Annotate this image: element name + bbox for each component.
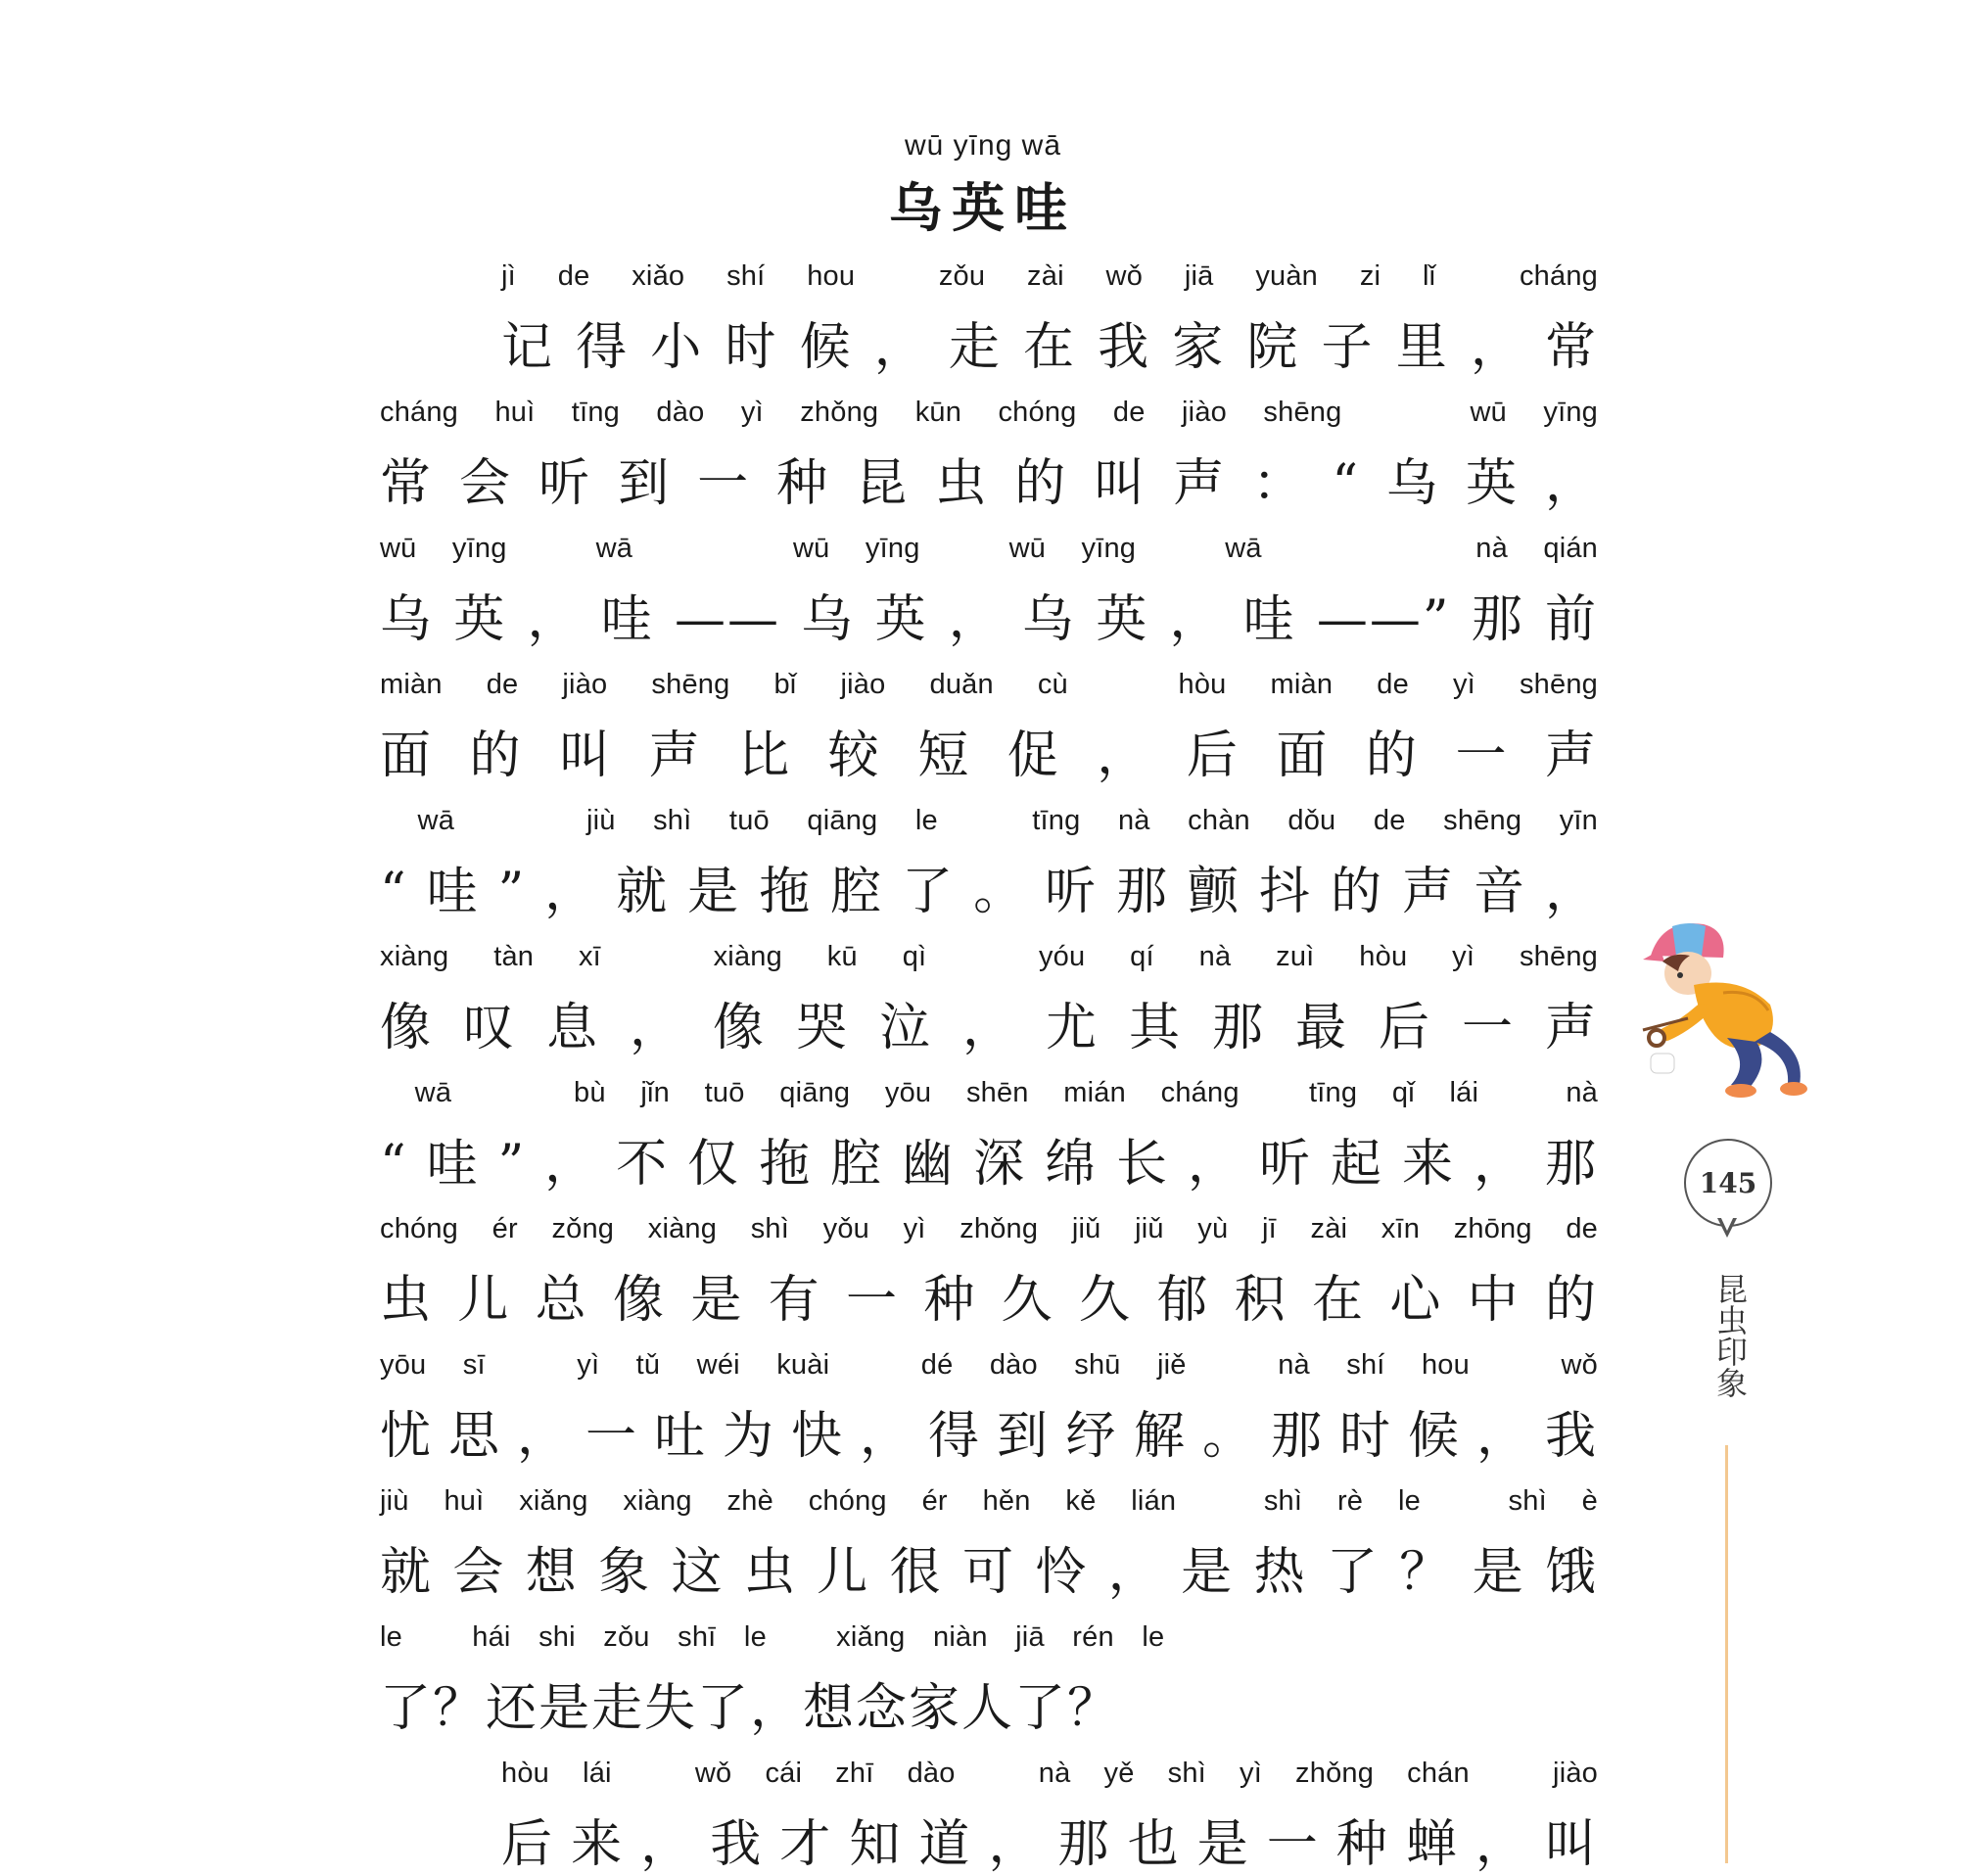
pinyin-line: jì de xiǎo shí hou zǒu zài wǒ jiā yuàn zi lǐ cháng [501, 260, 1598, 292]
pinyin-line: jiù huì xiǎng xiàng zhè chóng ér hěn kě lián shì rè le shì è [380, 1485, 1598, 1517]
hanzi-line: 面的叫声比较短促，后面的一声 [380, 727, 1598, 785]
hanzi-line: 就会想象这虫儿很可怜，是热了？是饿 [380, 1543, 1598, 1602]
pinyin-line: yōu sī yì tǔ wéi kuài dé dào shū jiě nà shí hou wǒ [380, 1349, 1598, 1381]
hanzi-line: “哇”，不仅拖腔幽深绵长，听起来，那 [380, 1135, 1598, 1194]
text-row [380, 1077, 1598, 1195]
child-with-magnifier-illustration [1633, 916, 1819, 1112]
badge-pointer-inner [1720, 1216, 1734, 1231]
pinyin-line: cháng huì tīng dào yì zhǒng kūn chóng de jiào shēng wū yīng [380, 397, 1598, 428]
hanzi-line: 后来，我才知道，那也是一种蝉，叫 [501, 1815, 1598, 1874]
hanzi-line: 忧思，一吐为快，得到纾解。那时候，我 [380, 1407, 1598, 1466]
text-row [380, 669, 1598, 786]
section-label: 昆虫印象 [1711, 1273, 1749, 1398]
text-row [380, 1621, 1320, 1739]
page-number-badge [1684, 1139, 1772, 1227]
text-row [380, 1213, 1598, 1331]
pinyin-line: hòu lái wǒ cái zhī dào nà yě shì yì zhǒng chán jiào [501, 1758, 1598, 1789]
text-row [380, 397, 1598, 514]
text-row [380, 533, 1598, 650]
hanzi-line: 乌英，哇——乌英，乌英，哇——”那前 [380, 590, 1598, 649]
hanzi-line: “哇”，就是拖腔了。听那颤抖的声音， [380, 863, 1598, 921]
text-row [380, 941, 1598, 1058]
text-row [380, 1758, 1598, 1875]
pinyin-line: wū yīng wā wū yīng wū yīng wā nà qián [380, 533, 1598, 564]
text-row [380, 1349, 1598, 1467]
hanzi-line: 虫儿总像是有一种久久郁积在心中的 [380, 1271, 1598, 1330]
hanzi-line: 了？还是走失了，想念家人了？ [380, 1679, 1121, 1738]
title-pinyin: wū yīng wā [904, 129, 1062, 162]
pinyin-line: chóng ér zǒng xiàng shì yǒu yì zhǒng jiǔ jiǔ yù jī zài xīn zhōng de [380, 1213, 1598, 1244]
lesson-title: 乌英哇 [889, 177, 1077, 239]
pinyin-line: wā bù jǐn tuō qiāng yōu shēn mián cháng tīng qǐ lái nà [380, 1077, 1598, 1108]
hanzi-line: 记得小时候，走在我家院子里，常 [501, 318, 1598, 377]
margin-rule [1725, 1445, 1728, 1863]
pinyin-line: le hái shi zǒu shī le xiǎng niàn jiā rén le [380, 1621, 1165, 1653]
pinyin-line: wā jiù shì tuō qiāng le tīng nà chàn dǒu de shēng yīn [380, 805, 1598, 836]
text-row [380, 805, 1598, 922]
text-row [380, 1485, 1598, 1603]
text-row [380, 260, 1598, 378]
pinyin-line: miàn de jiào shēng bǐ jiào duǎn cù hòu miàn de yì shēng [380, 669, 1598, 700]
pinyin-line: xiàng tàn xī xiàng kū qì yóu qí nà zuì hòu yì shēng [380, 941, 1598, 972]
hanzi-line: 像叹息，像哭泣，尤其那最后一声 [380, 999, 1598, 1057]
hanzi-line: 常会听到一种昆虫的叫声：“乌英， [380, 454, 1598, 513]
page-number: 145 [1699, 1166, 1757, 1199]
